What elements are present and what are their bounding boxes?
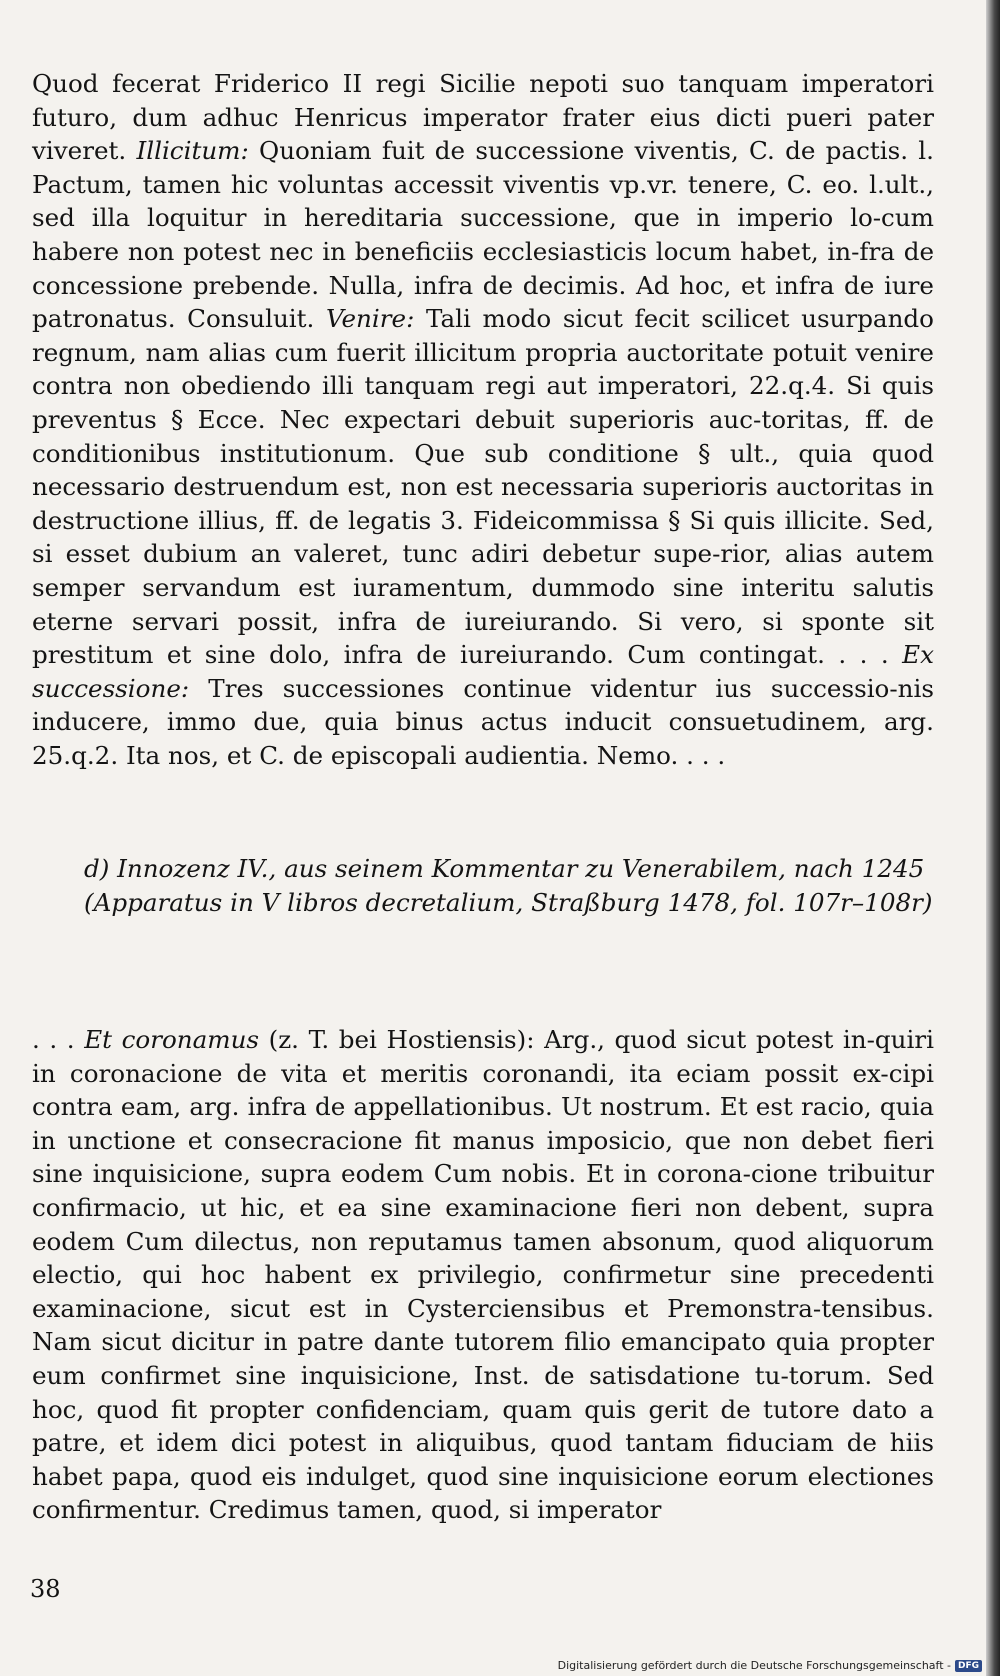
dfg-logo: DFG [955, 1660, 982, 1672]
page-number: 38 [30, 1575, 61, 1603]
lemma-illicitum: Illicitum: [136, 136, 249, 166]
section-heading-d [84, 852, 934, 919]
digitization-footer [558, 1659, 982, 1672]
paragraph: . . . Et coronamus (z. T. bei Hostiensis): Arg., quod sicut potest in-quiri in coronacione de vita et meritis coronandi, ita eciam possit ex-cipi contra eam, arg. infra de appellationibus. Ut nostrum. Et est racio, quia in unctione et consecracione fit manus imposicio, que non debet fieri sine inquisicione, supra eodem Cum nobis. Et in corona-cione tribuitur confirmacio, ut hic, et ea sine examinacione fieri non debent, supra eodem Cum dilectus, non reputamus tamen absonum, quod aliquorum electio, qui hoc habent ex privilegio, confirmetur sine precedenti examinacione, sicut est in Cysterciensibus et Premonstra-tensibus. Nam sicut dicitur in patre dante tutorem filio emancipato quia propter eum confirmet sine inquisicione, Inst. de satisdatione tu-torum. Sed hoc, quod fit propter confidenciam, quam quis gerit de tutore dato a patre, et idem dici potest in aliquibus, quod tantam fiduciam de hiis habet papa, quod eis indulget, quod sine inquisicione eorum electiones confirmentur. Credimus tamen, quod, si imperator [32, 1025, 934, 1525]
heading-title: d) Innozenz IV., aus seinem Kommentar zu Venerabilem, nach 1245 [84, 854, 925, 883]
text-block-innocent [32, 1023, 934, 1527]
lemma-venire: Venire: [326, 304, 415, 334]
paragraph: Quod fecerat Friderico II regi Sicilie nepoti suo tanquam imperatori futuro, dum adhuc Henricus imperator frater eius dicti pueri pater viveret. Illicitum: Quoniam fuit de successione viventis, C. de pactis. l. Pactum, tamen hic voluntas accessit viventis vp.vr. tenere, C. eo. l.ult., sed illa loquitur in hereditaria successione, que in imperio lo-cum habere non potest nec in beneficiis ecclesiasticis locum habet, in-fra de concessione prebende. Nulla, infra de decimis. Ad hoc, et infra de iure patronatus. Consuluit. Venire: Tali modo sicut fecit scilicet usurpando regnum, nam alias cum fuerit illicitum propria auctoritate potuit venire contra non obediendo illi tanquam regi aut imperatori, 22.q.4. Si quis preventus § Ecce. Nec expectari debuit superioris auc-toritas, ff. de conditionibus institutionum. Que sub conditione § ult., quia quod necessario destruendum est, non est necessaria superioris auctoritas in destructione illius, ff. de legatis 3. Fideicommissa § Si quis illicite. Sed, si esset dubium an valeret, tunc adiri debetur supe-rior, alias autem semper servandum est iuramentum, dummodo sine interitu salutis eterne servari possit, infra de iureiurando. Si vero, si sponte sit prestitum et sine dolo, infra de iureiurando. Cum contingat. . . . Ex successione: Tres successiones continue videntur ius successio-nis inducere, immo due, quia binus actus inducit consuetudinem, arg. 25.q.2. Ita nos, et C. de episcopali audientia. Nemo. . . . [32, 69, 934, 770]
heading-source: (Apparatus in V libros decretalium, Straßburg 1478, fol. 107r–108r) [84, 887, 933, 917]
footer-text: Digitalisierung gefördert durch die Deutsche Forschungsgemeinschaft - [557, 1659, 951, 1672]
lemma-ex-successione: Ex successione: [32, 640, 934, 703]
text-block-commentary [32, 67, 934, 772]
page-edge-shadow [986, 0, 1000, 1676]
lemma-et-coronamus: Et coronamus [84, 1025, 260, 1054]
